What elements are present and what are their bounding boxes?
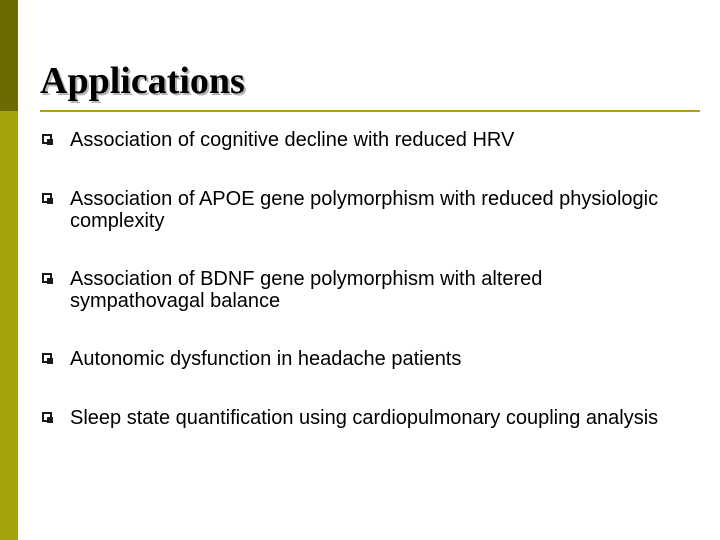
square-bullet-icon bbox=[42, 412, 52, 422]
bullet-text: Sleep state quantification using cardiopulmonary coupling analysis bbox=[70, 407, 659, 429]
bullet-text: Association of cognitive decline with reduced HRV bbox=[70, 129, 515, 151]
square-bullet-icon bbox=[42, 353, 52, 363]
square-bullet-icon bbox=[42, 134, 52, 144]
bullet-text: Association of APOE gene polymorphism with reduced physiologic complexity bbox=[70, 188, 659, 232]
square-bullet-icon bbox=[42, 273, 52, 283]
slide-title: Applications bbox=[40, 60, 245, 102]
square-bullet-icon bbox=[42, 193, 52, 203]
sidebar-accent-bottom bbox=[0, 111, 18, 540]
bullet-text: Autonomic dysfunction in headache patients bbox=[70, 348, 462, 370]
sidebar-accent-top bbox=[0, 0, 18, 111]
bullet-text: Association of BDNF gene polymorphism with altered sympathovagal balance bbox=[70, 268, 543, 312]
title-underline bbox=[40, 110, 700, 112]
